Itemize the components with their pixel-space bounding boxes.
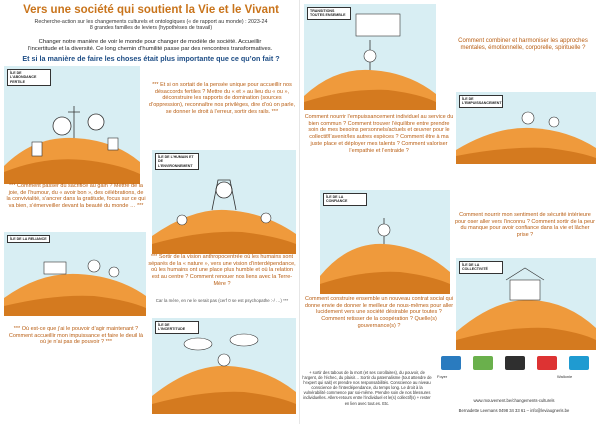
logo-3 (505, 356, 525, 370)
panel-island-empuissancement (456, 92, 596, 164)
panel-island-abondance (4, 66, 140, 184)
subtitle-line-1: Recherche-action sur les changements culturels et ontologiques (« de rapport au monde) : 2023-24 (34, 19, 268, 25)
logo-2 (473, 356, 493, 370)
text-collectif: Comment construire ensemble un nouveau contrat social qui donne envie de donner le meilleur de nous-mêmes pour aller lucidement vers une société désirable pour toutes ? Comment retisser de la coopération ? Quelle(s) gouvernance(s) ? (304, 296, 454, 329)
intro-text (10, 39, 290, 53)
partner-logos (437, 352, 597, 396)
text-sacrifice-gain: *** Comment passer du sacrifice au gain ? Mettre de la joie, de l’humour, du « avoir bon », des célébrations, de la convivialité, s’ancrer dans la gratitude, focus sur ce qui va bien, s’émerveiller devant la beauté du monde … *** (6, 183, 146, 210)
label-abondance: ÎLE DE L’ABONDANCE FERTILE (7, 69, 51, 86)
text-vision-note: Car la mère, en ne le serait pas (cerf 0 se est psychopathe :-/ …) *** (155, 298, 289, 303)
footnote: + sortir des tabous de la mort (et ses corollaires), du pouvoir, de l’argent, de l’échec, du plaisir… Sortir du paternalisme (tout attendre de l’expert qui sait) et prendre nos responsabilités. Conscience au niveau conscience de l’interdépendance, du temps long. Le droit à la vulnérabilité commence par soi-même. Prendre soin de nos blessures individuelles. Allers-retours entre l’individuel et le(s) collectif(s) + rester en lien avec tout.es. Etc. (302, 370, 432, 406)
key-question: Et si la manière de faire les choses était plus importante que ce qu’on fait ? (22, 54, 280, 63)
panel-island-incertitude (152, 318, 296, 414)
label-empuissancement: ÎLE DE L’EMPUISSANCEMENT (459, 95, 503, 108)
logo-1 (441, 356, 461, 370)
panel-island-top-right (304, 4, 436, 110)
subtitle-line-2: 8 grandes familles de leviers (hypothèses de travail) (89, 25, 213, 32)
text-vision-anthropocentree: *** Sortir de la vision anthropocentrée où les humains sont séparés de la « nature », vers une vision d’interdépendance, où les humains ont une place plus humble et où la relation est au centre ? Comment renouer nos liens avec la Terre-Mère ? (148, 254, 296, 287)
text-empuissancement: Comment nourrir l’empuissancement individuel au service du bien commun ? Comment trouver l’équilibre entre prendre soin de mes besoins personnels/actuels et œuvrer pour le collectif/l’avenir/les autres espèces ? Comment être à ma juste place et déployer mes talents ? Comment valoriser l’empathie et l’entraide ? (304, 114, 454, 154)
text-pensee-unique: *** Et si on sortait de la pensée unique pour accueillir nos désaccords fertiles ? Mettre du « et » au lieu du « ou », déconstruire les rapports de domination (sources d’oppression), reconnaître nos privilèges, dire d’où on parle, se donner le droit à l’erreur, sortir des rails. *** (148, 82, 296, 115)
logo-label-1: Foyer (437, 374, 448, 379)
page-fold (299, 0, 300, 424)
contact-info: Bernadette Leemans 0498 34 33 61 – info@leviaugneris.be (458, 408, 570, 413)
island-top-right-illustration (304, 4, 436, 110)
label-incertitude: ÎLE DE L’INCERTITUDE (155, 321, 199, 334)
panel-island-confiance (320, 190, 450, 294)
text-combiner: Comment combiner et harmoniser les approches mentales, émotionnelle, corporelle, spirituelle ? (458, 38, 588, 52)
panel-island-collectivite (456, 258, 596, 350)
island-reliance-illustration (4, 232, 146, 316)
logo-label-2: Wallonie (557, 374, 573, 379)
logo-4 (537, 356, 557, 370)
panel-island-humain-env (152, 150, 296, 254)
text-pouvoir-agir: *** Où est-ce que j’ai le pouvoir d’agir maintenant ? Comment accueillir mon impuissance et faire le deuil là où je n’ai pas de pouvoir ? *** (8, 326, 144, 346)
intro-line-1: Changer notre manière de voir le monde pour changer de modèle de société. Accueillir (38, 39, 262, 45)
label-humain-env: ÎLE DE L’HUMAIN ET DE L’ENVIRONNEMENT (155, 153, 199, 170)
panel-island-reliance (4, 232, 146, 316)
label-confiance: ÎLE DE LA CONFIANCE (323, 193, 367, 206)
label-top-right: TRANSITIONS TOUTES ENSEMBLE (307, 7, 351, 20)
label-collectivite: ÎLE DE LA COLLECTIVITÉ (459, 261, 503, 274)
intro-line-2: l’incertitude et la diversité. Ce long chemin d’humilité passe par des rencontres transformatives. (27, 45, 273, 52)
document-subtitle (6, 19, 296, 32)
document-title: Vers une société qui soutient la Vie et le Vivant (23, 4, 279, 16)
logo-5 (569, 356, 589, 370)
label-reliance: ÎLE DE LA RELIANCE (7, 235, 50, 243)
website-link[interactable]: www.mouvement.be/changements-culturels (473, 398, 555, 403)
text-securite: Comment nourrir mon sentiment de sécurité intérieure pour oser aller vers l’inconnu ? Comment sortir de la peur du manque pour avoir confiance dans la vie et lâcher prise ? (454, 212, 595, 239)
